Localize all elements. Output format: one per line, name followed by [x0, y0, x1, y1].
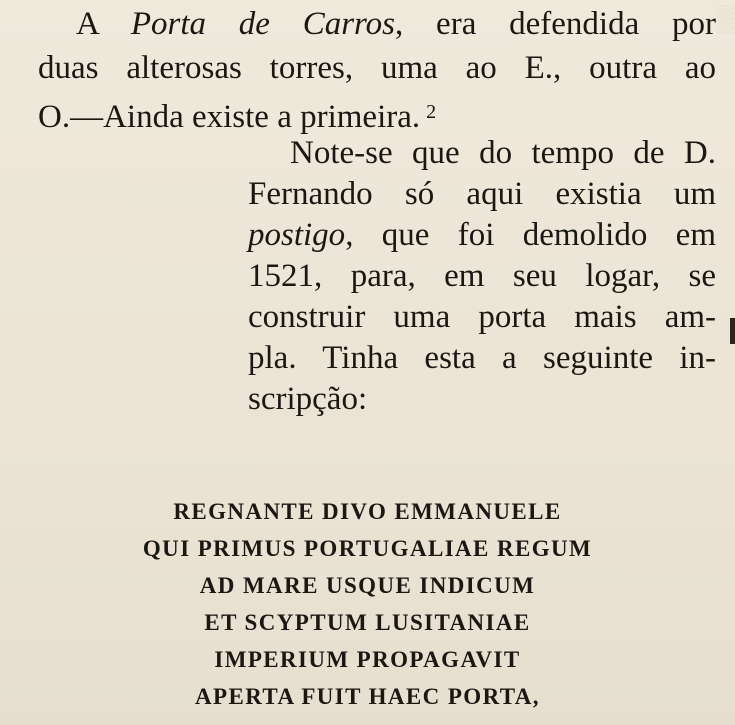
inscription-line: REGNANTE DIVO EMMANUELE — [173, 499, 562, 524]
footnote-marker: 2 — [426, 101, 437, 123]
inscription-line: AD MARE USQUE INDICUM — [199, 573, 536, 598]
paragraph-line: duas alterosas torres, uma ao E., outra ao — [38, 50, 716, 86]
paragraph-line — [248, 215, 716, 256]
inscription-line: ET SCYPTUM LUSITANIAE — [204, 610, 531, 635]
line-text: , era defendida por — [395, 6, 716, 42]
paragraph-line: Fernando só aqui existia um — [248, 176, 716, 212]
inscription-line: QUI PRIMUS PORTUGALIAE REGUM — [142, 536, 593, 561]
paragraph-fernando-postigo — [248, 133, 716, 420]
inscription-line: APERTA FUIT HAEC PORTA, — [195, 684, 540, 709]
paragraph-line: 1521, para, em seu logar, se — [248, 258, 716, 294]
paragraph-line — [38, 2, 716, 46]
paragraph-line: scripção: — [248, 381, 368, 417]
italic-place-name: Porta de Carros — [130, 6, 396, 42]
latin-inscription — [0, 493, 735, 715]
paragraph-line: pla. Tinha esta a seguinte in- — [248, 340, 716, 376]
paragraph-line — [38, 90, 716, 134]
line-text: O.—Ainda existe a primeira. — [38, 99, 421, 135]
inscription-line: IMPERIUM PROPAGAVIT — [214, 647, 521, 672]
line-text: , que foi demolido em — [345, 217, 716, 253]
paragraph-line: construir uma porta mais am- — [248, 299, 716, 335]
paragraph-porta-de-carros — [38, 2, 716, 134]
line-text: A — [76, 6, 131, 42]
italic-term: postigo — [248, 217, 346, 253]
page-edge-mark — [730, 318, 735, 344]
paragraph-line: Note-se que do tempo de D. — [290, 135, 716, 171]
show-through-texture: ▒ — [716, 4, 735, 33]
